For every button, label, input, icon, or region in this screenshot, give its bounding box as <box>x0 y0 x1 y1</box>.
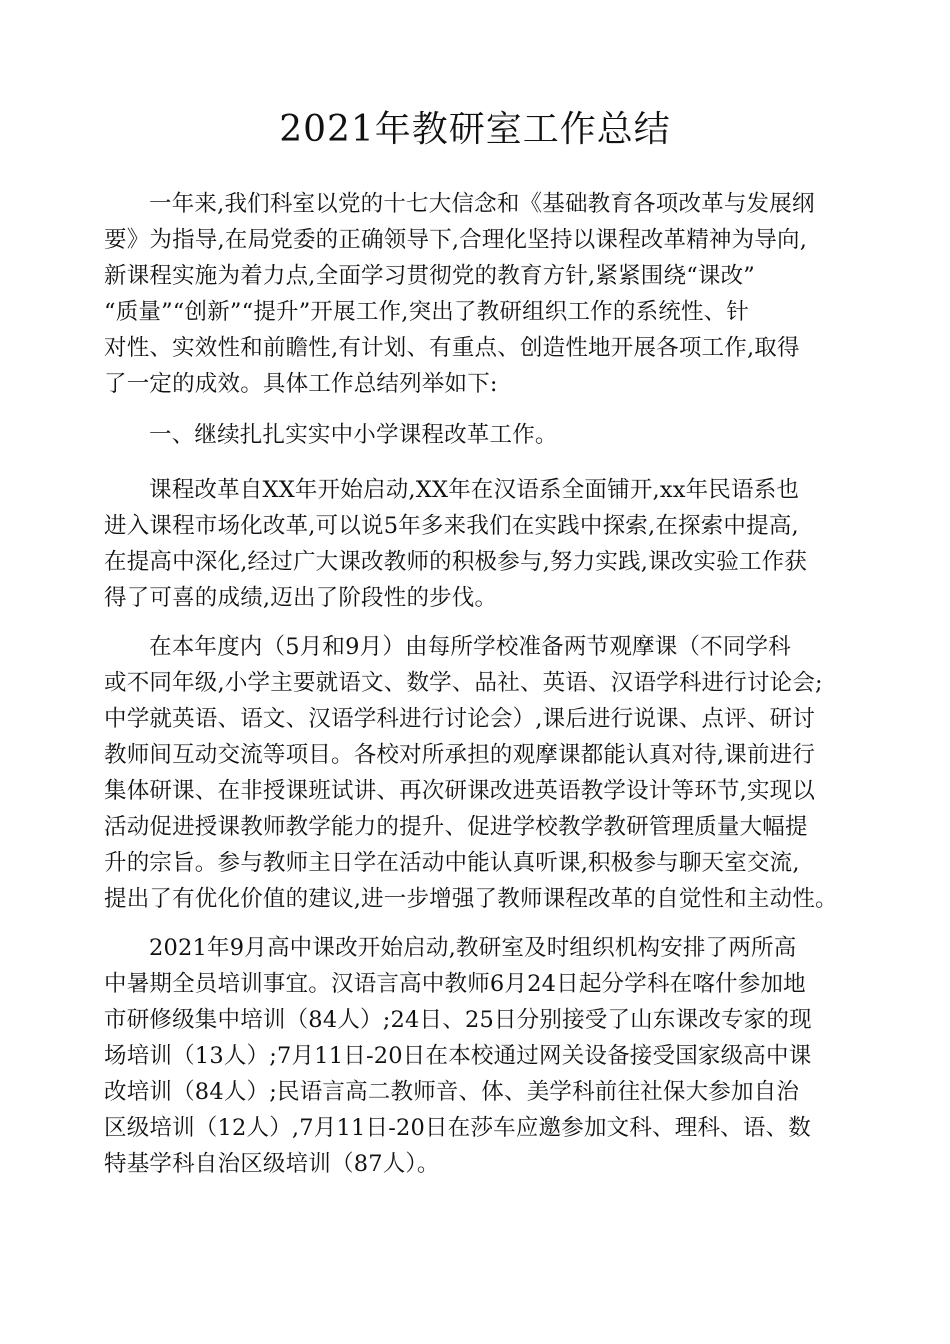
paragraph-2-line-3: 在提高中深化,经过广大课改教师的积极参与,努力实践,课改实验工作获 <box>104 549 808 575</box>
document-title: 2021年教研室工作总结 <box>279 109 671 150</box>
paragraph-3-line-4: 教师间互动交流等项目。各校对所承担的观摩课都能认真对待,课前进行 <box>104 742 816 768</box>
paragraph-4-line-7: 特基学科自治区级培训（87人）。 <box>104 1151 440 1177</box>
paragraph-3-line-3: 中学就英语、语文、汉语学科进行讨论会）,课后进行说课、点评、研讨 <box>104 706 816 732</box>
paragraph-1-line-3: 新课程实施为着力点,全面学习贯彻党的教育方针,紧紧围绕“课改” <box>104 263 756 289</box>
paragraph-1-line-5: 对性、实效性和前瞻性,有计划、有重点、创造性地开展各项工作,取得 <box>104 335 800 361</box>
paragraph-3-line-8: 提出了有优化价值的建议,进一步增强了教师课程改革的自觉性和主动性。 <box>104 886 838 912</box>
paragraph-3-line-7: 升的宗旨。参与教师主日学在活动中能认真听课,积极参与聊天室交流, <box>104 850 800 876</box>
paragraph-4-line-4: 场培训（13人）;7月11日-20日在本校通过网关设备接受国家级高中课 <box>104 1043 812 1069</box>
paragraph-1-line-1: 一年来,我们科室以党的十七大信念和《基础教育各项改革与发展纲 <box>149 191 815 217</box>
paragraph-3-line-2: 或不同年级,小学主要就语文、数学、品社、英语、汉语学科进行讨论会; <box>104 670 823 696</box>
section-heading-1: 一、继续扎扎实实中小学课程改革工作。 <box>149 422 558 448</box>
paragraph-1-line-2: 要》为指导,在局党委的正确领导下,合理化坚持以课程改革精神为导向, <box>104 227 808 253</box>
paragraph-3-line-6: 活动促进授课教师教学能力的提升、促进学校教学教研管理质量大幅提 <box>104 814 808 840</box>
paragraph-4-line-1: 2021年9月高中课改开始启动,教研室及时组织机构安排了两所高 <box>149 935 797 961</box>
paragraph-3-line-5: 集体研课、在非授课班试讲、再次研课改进英语教学设计等环节,实现以 <box>104 778 816 804</box>
paragraph-3-line-1: 在本年度内（5月和9月）由每所学校准备两节观摩课（不同学科 <box>149 634 791 660</box>
paragraph-4-line-3: 市研修级集中培训（84人）;24日、25日分别接受了山东课改专家的现 <box>104 1007 812 1033</box>
paragraph-1-line-4: “质量”“创新”“提升”开展工作,突出了教研组织工作的系统性、针 <box>104 299 750 325</box>
paragraph-2-line-4: 得了可喜的成绩,迈出了阶段性的步伐。 <box>104 585 498 611</box>
paragraph-4-line-6: 区级培训（12人）,7月11日-20日在莎车应邀参加文科、理科、语、数 <box>104 1115 811 1141</box>
paragraph-4-line-2: 中暑期全员培训事宜。汉语言高中教师6月24日起分学科在喀什参加地 <box>104 971 806 997</box>
paragraph-2-line-1: 课程改革自XX年开始启动,XX年在汉语系全面铺开,xx年民语系也 <box>149 477 800 503</box>
paragraph-4-line-5: 改培训（84人）;民语言高二教师音、体、美学科前往社保大参加自治 <box>104 1079 800 1105</box>
paragraph-1-line-6: 了一定的成效。具体工作总结列举如下: <box>104 371 498 397</box>
paragraph-2-line-2: 进入课程市场化改革,可以说5年多来我们在实践中探索,在探索中提高, <box>104 513 799 539</box>
